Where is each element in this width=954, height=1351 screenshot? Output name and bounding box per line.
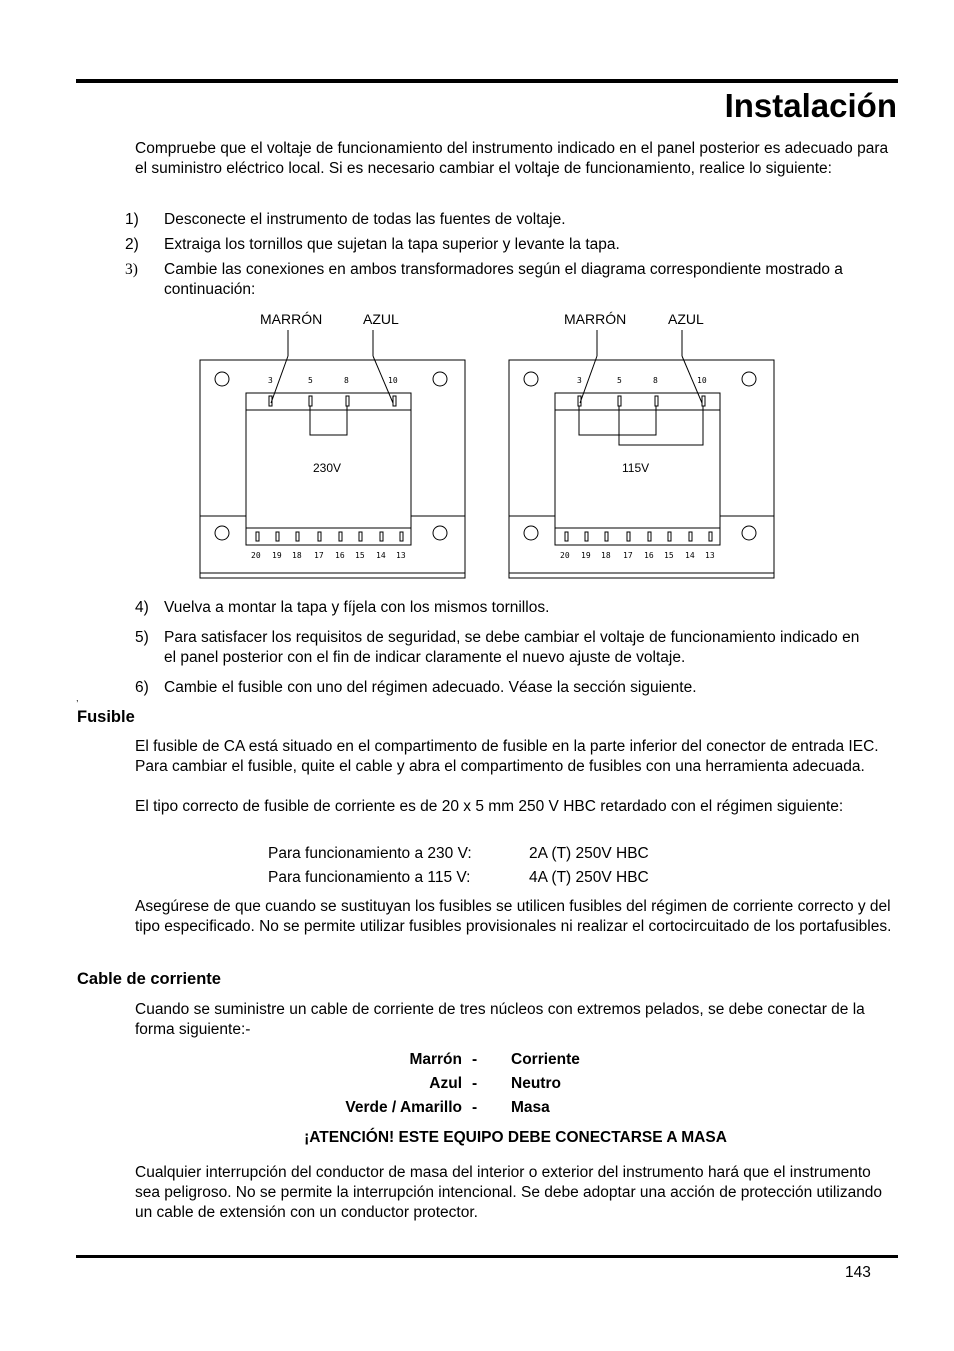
pin-number: 14 [685,551,695,560]
page-number: 143 [845,1264,871,1281]
blue-wire-label: AZUL [363,311,399,327]
pin-number: 8 [344,376,349,385]
transformer-diagrams [190,300,790,590]
pin-number: 16 [335,551,345,560]
fuse-paragraph: Asegúrese de que cuando se sustituyan los fusibles se utilicen fusibles del régimen de corriente correcto y del tipo especificado. No se permite utilizar fusibles provisionales ni realizar el cortocircuitado de los portafusibles. [135,898,892,935]
step-number: 2) [125,236,139,253]
fuse-spec-value: 2A (T) 250V HBC [529,845,649,862]
brown-wire-label: MARRÓN [260,311,323,327]
section-heading-power-cable: Cable de corriente [77,970,221,988]
pin-number: 13 [705,551,715,560]
fuse-paragraph: El fusible de CA está situado en el compartimento de fusible en la parte inferior del conector de entrada IEC. Para cambiar el fusible, quite el cable y abra el compartimento de fusibles con una herramienta adecuada. [135,738,879,775]
voltage-label: 230V [313,461,342,475]
pin-number: 14 [376,551,386,560]
pin-number: 19 [272,551,282,560]
pin-number: 3 [577,376,582,385]
wire-function: Masa [511,1099,550,1116]
pin-number: 19 [581,551,591,560]
wire-color: Marrón [409,1051,462,1068]
wire-dash: - [472,1051,478,1068]
step-text: Cambie el fusible con uno del régimen adecuado. Véase la sección siguiente. [164,679,697,696]
step-text: Cambie las conexiones en ambos transformadores según el diagrama correspondiente mostrado a continuación: [164,261,843,298]
top-pin-numbers [577,376,707,385]
bottom-pins [256,532,403,541]
page-title: Instalación [724,87,897,124]
step-text: Para satisfacer los requisitos de seguridad, se debe cambiar el voltaje de funcionamiento indicado en el panel posterior con el fin de indicar claramente el nuevo ajuste de voltaje. [164,629,860,666]
step-text: Extraiga los tornillos que sujetan la tapa superior y levante la tapa. [164,236,620,253]
step-number: 1) [125,211,139,228]
pin-number: 5 [308,376,313,385]
pin-number: 15 [664,551,674,560]
pin-number: 3 [268,376,273,385]
ground-warning: ¡ATENCIÓN! ESTE EQUIPO DEBE CONECTARSE A MASA [304,1129,727,1146]
intro-paragraph: Compruebe que el voltaje de funcionamiento del instrumento indicado en el panel posterior es adecuado para el suministro eléctrico local. Si es necesario cambiar el voltaje de funcionamiento, realice lo siguiente: [135,140,889,177]
step-number: 4) [135,599,149,616]
fuse-paragraph: El tipo correcto de fusible de corriente es de 20 x 5 mm 250 V HBC retardado con el régimen siguiente: [135,798,844,815]
pin-number: 8 [653,376,658,385]
stray-mark: , [76,693,79,703]
step-number: 3) [125,261,138,278]
voltage-label: 115V [622,461,650,475]
top-rule [76,79,898,83]
transformer-115v [509,311,774,578]
pin-number: 13 [396,551,406,560]
blue-wire-label: AZUL [668,311,704,327]
wire-function: Corriente [511,1051,580,1068]
bottom-pin-numbers [560,551,715,560]
pin-number: 18 [601,551,611,560]
top-pin-numbers [268,376,398,385]
transformer-230v [200,311,465,578]
power-cable-paragraph: Cualquier interrupción del conductor de masa del interior o exterior del instrumento hará que el instrumento sea peligroso. No se permite la interrupción intencional. Se debe adoptar una acción de protección utilizando un cable de extensión con un conductor protector. [135,1164,883,1221]
pin-number: 17 [623,551,633,560]
pin-number: 16 [644,551,654,560]
brown-wire-label: MARRÓN [564,311,627,327]
wire-dash: - [472,1099,478,1116]
bottom-pins [565,532,712,541]
pin-number: 17 [314,551,324,560]
pin-number: 20 [251,551,261,560]
wire-dash: - [472,1075,478,1092]
pin-number: 18 [292,551,302,560]
wire-color: Verde / Amarillo [345,1099,462,1116]
bottom-rule [76,1255,898,1258]
wire-function: Neutro [511,1075,561,1092]
power-cable-paragraph: Cuando se suministre un cable de corriente de tres núcleos con extremos pelados, se debe conectar de la forma siguiente:- [135,1001,865,1038]
step-number: 5) [135,629,149,646]
step-number: 6) [135,679,149,696]
fuse-spec-value: 4A (T) 250V HBC [529,869,649,886]
pin-number: 20 [560,551,570,560]
pin-number: 10 [388,376,398,385]
wire-color: Azul [429,1075,462,1092]
step-text: Vuelva a montar la tapa y fíjela con los mismos tornillos. [164,599,550,616]
pin-number: 5 [617,376,622,385]
step-text: Desconecte el instrumento de todas las fuentes de voltaje. [164,211,566,228]
section-heading-fuse: Fusible [77,708,135,726]
fuse-spec-label: Para funcionamiento a 115 V: [268,869,471,886]
pin-number: 15 [355,551,365,560]
fuse-spec-label: Para funcionamiento a 230 V: [268,845,472,862]
bottom-pin-numbers [251,551,406,560]
pin-number: 10 [697,376,707,385]
